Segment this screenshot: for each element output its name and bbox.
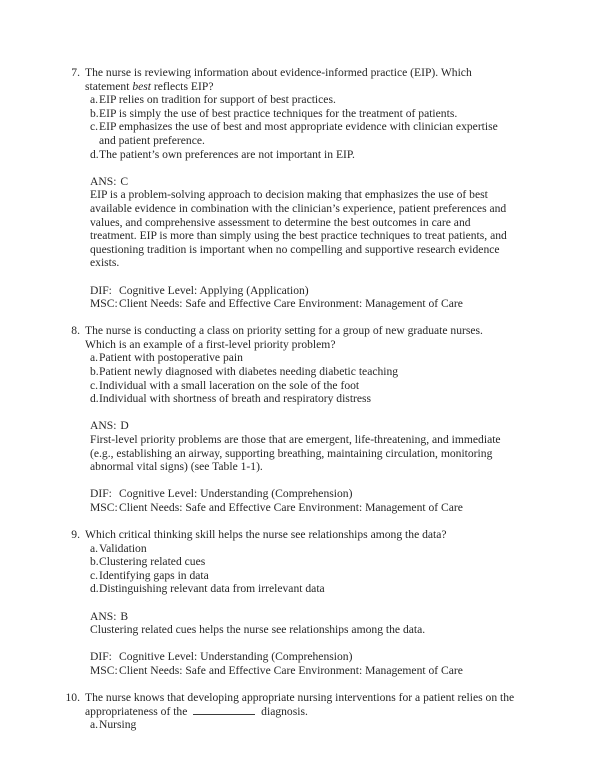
metadata-key: MSC:: [90, 297, 118, 311]
question-metadata: [62, 650, 516, 677]
question-block: [62, 528, 516, 678]
option-letter: a.: [90, 93, 99, 107]
answer-option[interactable]: [62, 351, 516, 365]
option-letter: c.: [90, 568, 99, 582]
metadata-key: MSC:: [90, 663, 118, 677]
answer-option[interactable]: [62, 120, 516, 147]
option-text: Patient with postoperative pain: [99, 351, 243, 365]
option-text: EIP is simply the use of best practice techniques for the treatment of patients.: [99, 106, 458, 120]
option-text: Nursing: [99, 718, 137, 732]
question-stem: [62, 691, 516, 718]
question-stem-text: [85, 528, 516, 542]
stem-text-part1: The nurse is reviewing information about evidence-informed practice (EIP). Which statement: [85, 66, 472, 93]
option-letter: a.: [90, 351, 99, 365]
answer-options: [62, 351, 516, 405]
option-text: EIP emphasizes the use of best and most appropriate evidence with clinician expertise and patient preference.: [99, 120, 498, 147]
question-stem-text: [85, 324, 516, 351]
metadata-value: Client Needs: Safe and Effective Care Environment: Management of Care: [119, 500, 463, 514]
option-text: Individual with a small laceration on the sole of the foot: [99, 378, 360, 392]
answer-option[interactable]: [62, 718, 516, 732]
metadata-row: [90, 501, 516, 515]
answer-rationale: EIP is a problem-solving approach to decision making that emphasizes the use of best available evidence in combination with the clinician’s experience, patient preferences and values, and comprehensive assessment to determine the best outcomes in care and treatment. EIP is more than simply using the best practice techniques to treat patients, and questioning tradition is important when no compelling and supportive research evidence exists.: [90, 188, 507, 270]
answer-option[interactable]: [62, 93, 516, 107]
option-text: Validation: [99, 541, 147, 555]
question-number: 8.: [71, 324, 80, 338]
answer-area: [62, 175, 516, 270]
question-number: 9.: [71, 528, 80, 541]
metadata-row: [90, 650, 516, 664]
question-metadata: [62, 487, 516, 514]
option-text: The patient’s own preferences are not important in EIP.: [99, 147, 355, 161]
answer-rationale: Clustering related cues helps the nurse see relationships among the data.: [90, 623, 426, 637]
stem-text-part1: The nurse knows that developing appropriate nursing interventions for a patient relies on the appropriateness of the: [85, 691, 515, 718]
question-block: [62, 691, 516, 732]
stem-emphasis-word: best: [132, 79, 152, 93]
metadata-row: [90, 297, 516, 311]
answer-option[interactable]: [62, 107, 516, 121]
answer-label: ANS:: [90, 609, 117, 623]
fill-in-blank: [193, 705, 255, 715]
answer-line: [90, 175, 516, 189]
stem-text-part2: diagnosis.: [258, 704, 308, 718]
metadata-key: DIF:: [90, 283, 112, 297]
metadata-value: Cognitive Level: Applying (Application): [119, 283, 309, 297]
answer-option[interactable]: [62, 392, 516, 406]
answer-option[interactable]: [62, 379, 516, 393]
option-letter: a.: [90, 541, 99, 555]
question-stem: [62, 324, 516, 351]
question-block: [62, 66, 516, 311]
answer-value: D: [120, 419, 129, 433]
option-letter: a.: [90, 718, 99, 732]
metadata-key: DIF:: [90, 650, 112, 664]
question-stem-text: [85, 66, 516, 93]
metadata-value: Client Needs: Safe and Effective Care Environment: Management of Care: [119, 297, 463, 311]
metadata-key: DIF:: [90, 487, 112, 501]
stem-text-part2: reflects EIP?: [151, 79, 214, 93]
metadata-row: [90, 284, 516, 298]
answer-rationale: First-level priority problems are those that are emergent, life-threatening, and immediate (e.g., establishing an airway, supporting breathing, maintaining circulation, monitoring abnormal vital signs) (see Table 1-1).: [90, 432, 501, 474]
option-letter: c.: [90, 120, 99, 134]
option-letter: d.: [90, 147, 99, 161]
question-number: 7.: [71, 66, 80, 79]
option-text: Identifying gaps in data: [99, 568, 209, 582]
answer-area: [62, 419, 516, 473]
answer-option[interactable]: [62, 542, 516, 556]
metadata-value: Cognitive Level: Understanding (Comprehension): [119, 487, 353, 501]
answer-line: [90, 610, 516, 624]
question-list: [62, 66, 516, 732]
answer-value: C: [120, 174, 129, 188]
answer-option[interactable]: [62, 569, 516, 583]
answer-label: ANS:: [90, 419, 117, 433]
option-letter: b.: [90, 364, 99, 378]
option-letter: d.: [90, 582, 99, 596]
metadata-row: [90, 487, 516, 501]
option-text: Clustering related cues: [99, 555, 206, 569]
option-text: Distinguishing relevant data from irrelevant data: [99, 582, 325, 596]
option-text: Individual with shortness of breath and respiratory distress: [99, 392, 372, 406]
metadata-value: Cognitive Level: Understanding (Comprehension): [119, 650, 353, 664]
answer-option[interactable]: [62, 148, 516, 162]
option-letter: d.: [90, 392, 99, 406]
option-letter: c.: [90, 378, 99, 392]
answer-label: ANS:: [90, 174, 117, 188]
option-text: Patient newly diagnosed with diabetes needing diabetic teaching: [99, 364, 399, 378]
answer-option[interactable]: [62, 582, 516, 596]
question-stem-text: [85, 691, 516, 718]
metadata-row: [90, 664, 516, 678]
answer-line: [90, 419, 516, 433]
answer-value: B: [120, 609, 129, 623]
question-stem: [62, 66, 516, 93]
metadata-value: Client Needs: Safe and Effective Care Environment: Management of Care: [119, 663, 463, 677]
answer-option[interactable]: [62, 365, 516, 379]
option-text: EIP relies on tradition for support of best practices.: [99, 93, 336, 107]
answer-options: [62, 93, 516, 161]
question-metadata: [62, 284, 516, 311]
option-letter: b.: [90, 555, 99, 569]
metadata-key: MSC:: [90, 500, 118, 514]
stem-text-part1: Which critical thinking skill helps the nurse see relationships among the data?: [85, 528, 447, 541]
answer-options: [62, 718, 516, 732]
answer-option[interactable]: [62, 555, 516, 569]
stem-text-part1: The nurse is conducting a class on priority setting for a group of new graduate nurses. Which is an example of a first-level priority problem?: [85, 324, 483, 351]
answer-area: [62, 610, 516, 637]
answer-options: [62, 542, 516, 596]
option-letter: b.: [90, 106, 99, 120]
question-block: [62, 324, 516, 514]
question-stem: [62, 528, 516, 542]
question-number: 10.: [65, 691, 80, 705]
